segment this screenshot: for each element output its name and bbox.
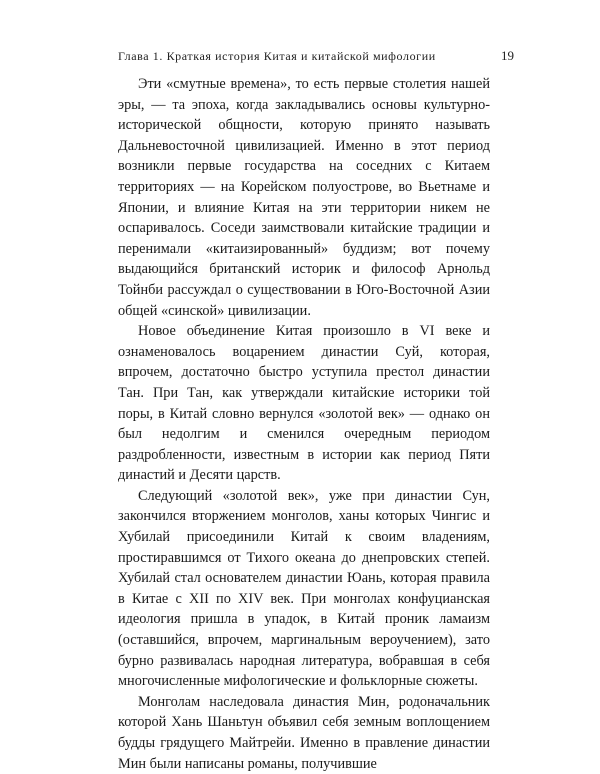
body-text <box>118 74 490 774</box>
paragraph: Новое объединение Китая произошло в VI веке и ознаменовалось воцарением династии Суй, которая, впрочем, достаточно быстро уступила престол династии Тан. При Тан, как утверждали китайские историки той поры, в Китай словно вернулся «золотой век» — однако он был недолгим и сменился очередным периодом раздробленности, известным в истории как период Пяти династий и Десяти царств. <box>118 323 490 484</box>
chapter-title: Глава 1. Краткая история Китая и китайской мифологии <box>118 49 436 63</box>
page-number: 19 <box>501 48 514 63</box>
paragraph: Эти «смутные времена», то есть первые столетия нашей эры, — та эпоха, когда закладывались основы культурно-исторической общности, которую принято называть Дальневосточной цивилизацией. Именно в этот период возникли первые государства на соседних с Китаем территориях — на Корейском полуострове, во Вьетнаме и Японии, и влияние Китая на эти территории никем не оспаривалось. Соседи заимствовали китайские традиции и перенимали «китаизированный» буддизм; вот почему выдающийся британский историк и философ Арнольд Тойнби рассуждал о существовании в Юго-Восточной Азии общей «синской» цивилизации. <box>118 76 490 319</box>
paragraph: Монголам наследовала династия Мин, родоначальник которой Хань Шаньтун объявил себя земным воплощением будды грядущего Майтрейи. Именно в правление династии Мин были написаны романы, получившие <box>118 693 490 772</box>
running-header <box>118 48 514 64</box>
paragraph: Следующий «золотой век», уже при династии Сун, закончился вторжением монголов, ханы которых Чингис и Хубилай присоединили Китай к своим владениям, простиравшимся от Тихого океана до днепровских степей. Хубилай стал основателем династии Юань, которая правила в Китае с XII по XIV век. При монголах конфуцианская идеология пришла в упадок, в Китай проник ламаизм (оставшийся, впрочем, маргинальным вероучением), зато бурно развивалась народная литература, вобравшая в себя многочисленные мифологические и фольклорные сюжеты. <box>118 487 490 690</box>
